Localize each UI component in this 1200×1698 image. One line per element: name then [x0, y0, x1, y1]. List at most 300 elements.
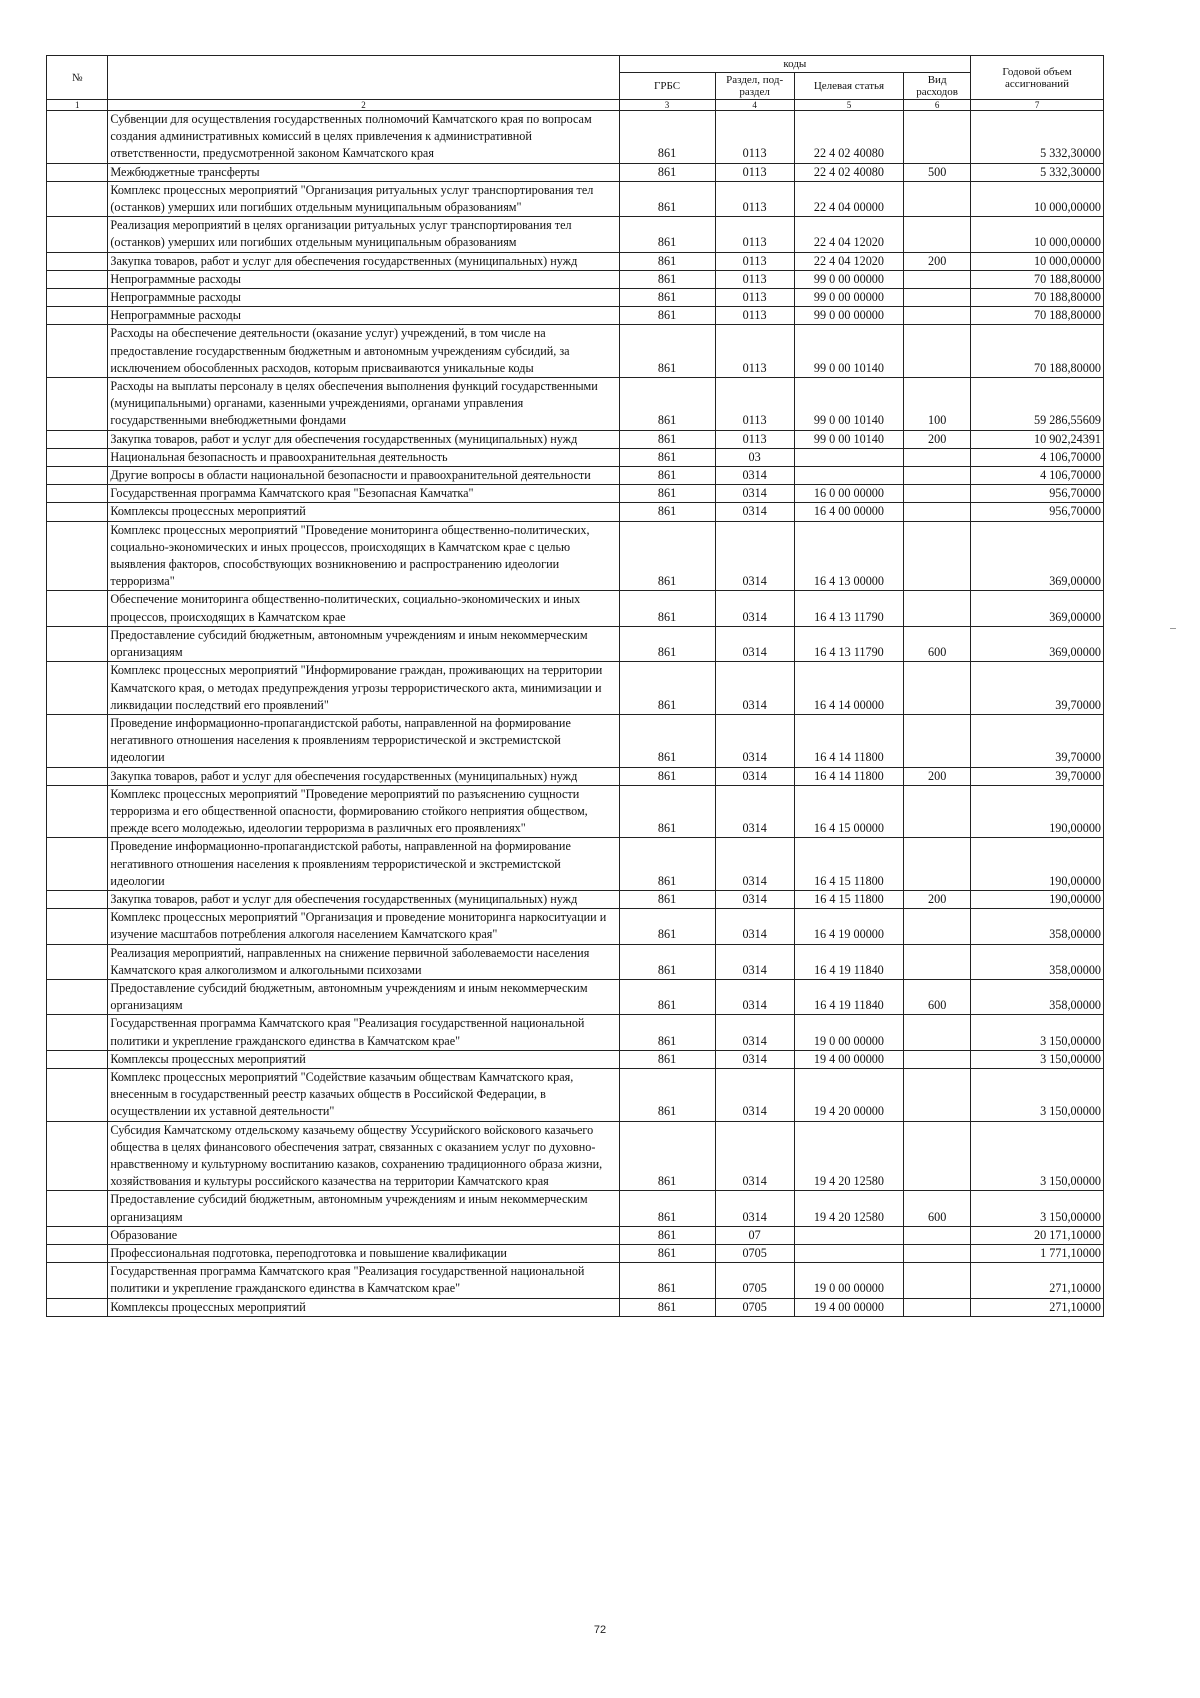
row-grbs: 861	[619, 430, 715, 448]
row-amount: 20 171,10000	[971, 1226, 1104, 1244]
table-body	[47, 111, 1104, 1317]
row-expense-type	[904, 289, 971, 307]
row-expense-type: 600	[904, 979, 971, 1014]
row-expense-type	[904, 325, 971, 378]
row-amount: 3 150,00000	[971, 1068, 1104, 1121]
row-name: Закупка товаров, работ и услуг для обеспечения государственных (муниципальных) нужд	[108, 767, 619, 785]
row-name: Комплекс процессных мероприятий "Организация ритуальных услуг транспортирования тел (останков) умерших или погибших отдельным муниципальным образованиям"	[108, 181, 619, 216]
row-target: 99 0 00 00000	[794, 307, 903, 325]
row-expense-type	[904, 217, 971, 252]
row-number	[47, 307, 108, 325]
row-section: 0113	[715, 378, 794, 431]
table-row	[47, 503, 1104, 521]
row-expense-type: 500	[904, 163, 971, 181]
row-name: Комплекс процессных мероприятий "Организация и проведение мониторинга наркоситуации и изучение масштабов потребления алкоголя населением Камчатского края"	[108, 909, 619, 944]
row-section: 0314	[715, 1015, 794, 1050]
table-row	[47, 714, 1104, 767]
row-amount: 70 188,80000	[971, 325, 1104, 378]
row-target: 99 0 00 10140	[794, 430, 903, 448]
row-amount: 3 150,00000	[971, 1050, 1104, 1068]
row-grbs: 861	[619, 163, 715, 181]
row-grbs: 861	[619, 909, 715, 944]
table-row	[47, 252, 1104, 270]
row-target: 22 4 04 12020	[794, 252, 903, 270]
row-section: 07	[715, 1226, 794, 1244]
row-section: 0314	[715, 767, 794, 785]
table-row	[47, 838, 1104, 891]
row-amount: 369,00000	[971, 521, 1104, 591]
row-name: Комплекс процессных мероприятий "Содействие казачьим обществам Камчатского края, внесенным в государственный реестр казачьих обществ в Российской Федерации, в осуществлении их уставной деятельности"	[108, 1068, 619, 1121]
row-amount: 956,70000	[971, 485, 1104, 503]
row-name: Национальная безопасность и правоохранительная деятельность	[108, 448, 619, 466]
row-name: Расходы на выплаты персоналу в целях обеспечения выполнения функций государственными (муниципальными) органами, казенными учреждениями, органами управления государственными внебюджетными фондами	[108, 378, 619, 431]
row-expense-type	[904, 467, 971, 485]
row-number	[47, 626, 108, 661]
row-amount: 271,10000	[971, 1263, 1104, 1298]
row-number	[47, 163, 108, 181]
row-amount: 190,00000	[971, 838, 1104, 891]
row-number	[47, 217, 108, 252]
scan-mark	[1170, 628, 1176, 629]
row-number	[47, 714, 108, 767]
table-row	[47, 890, 1104, 908]
row-amount: 3 150,00000	[971, 1191, 1104, 1226]
row-section: 0705	[715, 1263, 794, 1298]
row-target: 22 4 04 12020	[794, 217, 903, 252]
row-target	[794, 1226, 903, 1244]
row-number	[47, 111, 108, 164]
table-row	[47, 307, 1104, 325]
row-amount: 190,00000	[971, 890, 1104, 908]
row-grbs: 861	[619, 1226, 715, 1244]
row-section: 0113	[715, 181, 794, 216]
row-grbs: 861	[619, 1015, 715, 1050]
row-amount: 358,00000	[971, 979, 1104, 1014]
row-name: Проведение информационно-пропагандистской работы, направленной на формирование негативного отношения населения к проявлениям террористической и экстремистской идеологии	[108, 838, 619, 891]
table-row	[47, 767, 1104, 785]
row-name: Предоставление субсидий бюджетным, автономным учреждениям и иным некоммерческим организациям	[108, 1191, 619, 1226]
table-row	[47, 181, 1104, 216]
row-amount: 1 771,10000	[971, 1245, 1104, 1263]
table-row	[47, 1298, 1104, 1316]
row-amount: 70 188,80000	[971, 270, 1104, 288]
row-name: Комплекс процессных мероприятий "Проведение мониторинга общественно-политических, социально-экономических и иных процессов, происходящих в Камчатском крае с целью выявления факторов, способствующих возникновению и распространению идеологии терроризма"	[108, 521, 619, 591]
table-row	[47, 111, 1104, 164]
table-row	[47, 485, 1104, 503]
table-header	[47, 56, 1104, 111]
row-target: 22 4 02 40080	[794, 163, 903, 181]
row-target	[794, 467, 903, 485]
row-grbs: 861	[619, 111, 715, 164]
row-name: Реализация мероприятий, направленных на снижение первичной заболеваемости населения Камчатского края алкоголизмом и алкогольными психозами	[108, 944, 619, 979]
row-amount: 10 000,00000	[971, 252, 1104, 270]
row-expense-type	[904, 944, 971, 979]
row-grbs: 861	[619, 485, 715, 503]
row-amount: 271,10000	[971, 1298, 1104, 1316]
row-amount: 369,00000	[971, 626, 1104, 661]
row-number	[47, 767, 108, 785]
row-number	[47, 1263, 108, 1298]
row-amount: 358,00000	[971, 909, 1104, 944]
row-name: Закупка товаров, работ и услуг для обеспечения государственных (муниципальных) нужд	[108, 430, 619, 448]
row-grbs: 861	[619, 503, 715, 521]
row-number	[47, 838, 108, 891]
row-number	[47, 1191, 108, 1226]
row-target: 19 4 00 00000	[794, 1050, 903, 1068]
row-section: 0314	[715, 714, 794, 767]
table-row	[47, 1121, 1104, 1191]
row-expense-type	[904, 1121, 971, 1191]
row-expense-type	[904, 714, 971, 767]
table-row	[47, 1245, 1104, 1263]
row-name: Субсидия Камчатскому отдельскому казачьему обществу Уссурийского войскового казачьего общества в целях финансового обеспечения затрат, связанных с оказанием услуг по духовно-нравственному и культурному воспитанию казаков, сохранению традиционного образа жизни, хозяйствования и культуры российского казачества на территории Камчатского края	[108, 1121, 619, 1191]
row-target: 99 0 00 00000	[794, 270, 903, 288]
table-row	[47, 163, 1104, 181]
row-grbs: 861	[619, 662, 715, 715]
row-amount: 358,00000	[971, 944, 1104, 979]
row-target: 16 4 14 11800	[794, 714, 903, 767]
table-row	[47, 626, 1104, 661]
row-target: 19 4 20 00000	[794, 1068, 903, 1121]
table-row	[47, 270, 1104, 288]
row-amount: 70 188,80000	[971, 307, 1104, 325]
row-expense-type	[904, 785, 971, 838]
row-amount: 956,70000	[971, 503, 1104, 521]
table-row	[47, 378, 1104, 431]
row-grbs: 861	[619, 181, 715, 216]
row-expense-type	[904, 307, 971, 325]
row-name: Субвенции для осуществления государственных полномочий Камчатского края по вопросам создания административных комиссий в целях привлечения к административной ответственности, предусмотренной законом Камчатского края	[108, 111, 619, 164]
row-expense-type: 200	[904, 430, 971, 448]
table-row	[47, 944, 1104, 979]
row-section: 0113	[715, 307, 794, 325]
column-number: 7	[971, 100, 1104, 111]
row-number	[47, 662, 108, 715]
row-target: 16 4 14 00000	[794, 662, 903, 715]
row-number	[47, 325, 108, 378]
row-target: 16 4 19 11840	[794, 944, 903, 979]
header-codes: коды	[619, 56, 971, 73]
row-name: Комплексы процессных мероприятий	[108, 503, 619, 521]
table-row	[47, 979, 1104, 1014]
row-target: 99 0 00 00000	[794, 289, 903, 307]
row-amount: 4 106,70000	[971, 448, 1104, 466]
header-target: Целевая статья	[794, 73, 903, 100]
row-section: 0314	[715, 944, 794, 979]
row-section: 0705	[715, 1298, 794, 1316]
row-number	[47, 521, 108, 591]
row-amount: 39,70000	[971, 662, 1104, 715]
header-expense-type: Вид расходов	[904, 73, 971, 100]
row-name: Комплексы процессных мероприятий	[108, 1050, 619, 1068]
row-section: 0314	[715, 521, 794, 591]
column-number: 2	[108, 100, 619, 111]
row-target: 16 4 15 00000	[794, 785, 903, 838]
row-expense-type	[904, 448, 971, 466]
row-amount: 10 000,00000	[971, 181, 1104, 216]
row-number	[47, 503, 108, 521]
row-number	[47, 591, 108, 626]
row-expense-type: 600	[904, 1191, 971, 1226]
row-name: Непрограммные расходы	[108, 270, 619, 288]
row-grbs: 861	[619, 979, 715, 1014]
row-target: 16 4 15 11800	[794, 838, 903, 891]
table-row	[47, 591, 1104, 626]
row-name: Комплекс процессных мероприятий "Информирование граждан, проживающих на территории Камчатского края, о методах предупреждения угрозы террористического акта, минимизации и ликвидации последствий его проявлений"	[108, 662, 619, 715]
row-number	[47, 1015, 108, 1050]
row-expense-type	[904, 1226, 971, 1244]
row-target: 16 4 13 00000	[794, 521, 903, 591]
table-row	[47, 1068, 1104, 1121]
row-number	[47, 289, 108, 307]
row-name: Реализация мероприятий в целях организации ритуальных услуг транспортирования тел (останков) умерших или погибших отдельным муниципальным образованиям	[108, 217, 619, 252]
row-target: 16 4 14 11800	[794, 767, 903, 785]
row-number	[47, 1245, 108, 1263]
table-row	[47, 1226, 1104, 1244]
row-section: 0314	[715, 1050, 794, 1068]
row-number	[47, 485, 108, 503]
row-target: 16 4 13 11790	[794, 626, 903, 661]
row-amount: 5 332,30000	[971, 111, 1104, 164]
row-section: 0314	[715, 1191, 794, 1226]
table-row	[47, 662, 1104, 715]
row-expense-type	[904, 838, 971, 891]
row-number	[47, 430, 108, 448]
row-grbs: 861	[619, 714, 715, 767]
row-section: 0314	[715, 467, 794, 485]
column-number: 6	[904, 100, 971, 111]
row-expense-type: 200	[904, 252, 971, 270]
row-target: 19 4 20 12580	[794, 1121, 903, 1191]
row-grbs: 861	[619, 521, 715, 591]
row-expense-type	[904, 1068, 971, 1121]
row-number	[47, 378, 108, 431]
row-name: Предоставление субсидий бюджетным, автономным учреждениям и иным некоммерческим организациям	[108, 626, 619, 661]
row-section: 0113	[715, 252, 794, 270]
row-target: 19 0 00 00000	[794, 1263, 903, 1298]
row-target: 19 4 00 00000	[794, 1298, 903, 1316]
row-grbs: 861	[619, 767, 715, 785]
row-grbs: 861	[619, 1298, 715, 1316]
row-grbs: 861	[619, 448, 715, 466]
table-row	[47, 217, 1104, 252]
row-section: 0113	[715, 111, 794, 164]
row-name: Закупка товаров, работ и услуг для обеспечения государственных (муниципальных) нужд	[108, 890, 619, 908]
row-name: Государственная программа Камчатского края "Реализация государственной национальной политики и укрепление гражданского единства в Камчатском крае"	[108, 1263, 619, 1298]
row-section: 0314	[715, 890, 794, 908]
row-grbs: 861	[619, 289, 715, 307]
row-grbs: 861	[619, 591, 715, 626]
row-target: 99 0 00 10140	[794, 378, 903, 431]
row-expense-type	[904, 485, 971, 503]
row-grbs: 861	[619, 1068, 715, 1121]
row-grbs: 861	[619, 270, 715, 288]
row-name: Расходы на обеспечение деятельности (оказание услуг) учреждений, в том числе на предоставление государственным бюджетным и автономным учреждениям субсидий, за исключением обособленных расходов, которым присваиваются уникальные коды	[108, 325, 619, 378]
row-name: Комплексы процессных мероприятий	[108, 1298, 619, 1316]
row-expense-type	[904, 270, 971, 288]
row-amount: 369,00000	[971, 591, 1104, 626]
column-number: 5	[794, 100, 903, 111]
row-target	[794, 448, 903, 466]
table-row	[47, 1191, 1104, 1226]
row-number	[47, 1298, 108, 1316]
row-grbs: 861	[619, 838, 715, 891]
row-section: 0314	[715, 979, 794, 1014]
row-number	[47, 1121, 108, 1191]
row-grbs: 861	[619, 1050, 715, 1068]
row-expense-type	[904, 591, 971, 626]
row-number	[47, 1068, 108, 1121]
row-section: 0113	[715, 289, 794, 307]
row-grbs: 861	[619, 626, 715, 661]
row-grbs: 861	[619, 890, 715, 908]
row-expense-type: 200	[904, 890, 971, 908]
row-expense-type	[904, 181, 971, 216]
row-target: 16 0 00 00000	[794, 485, 903, 503]
row-number	[47, 1050, 108, 1068]
row-expense-type: 200	[904, 767, 971, 785]
row-name: Непрограммные расходы	[108, 307, 619, 325]
row-amount: 10 902,24391	[971, 430, 1104, 448]
row-amount: 59 286,55609	[971, 378, 1104, 431]
row-grbs: 861	[619, 1263, 715, 1298]
row-name: Межбюджетные трансферты	[108, 163, 619, 181]
row-section: 0113	[715, 325, 794, 378]
row-section: 0113	[715, 270, 794, 288]
row-number	[47, 467, 108, 485]
row-amount: 70 188,80000	[971, 289, 1104, 307]
row-grbs: 861	[619, 378, 715, 431]
table-row	[47, 909, 1104, 944]
row-section: 0314	[715, 662, 794, 715]
table-row	[47, 448, 1104, 466]
row-target: 16 4 13 11790	[794, 591, 903, 626]
row-section: 0113	[715, 163, 794, 181]
row-amount: 190,00000	[971, 785, 1104, 838]
row-grbs: 861	[619, 1191, 715, 1226]
row-grbs: 861	[619, 307, 715, 325]
row-amount: 3 150,00000	[971, 1015, 1104, 1050]
row-number	[47, 270, 108, 288]
row-amount: 4 106,70000	[971, 467, 1104, 485]
row-section: 0314	[715, 591, 794, 626]
row-grbs: 861	[619, 252, 715, 270]
row-name: Непрограммные расходы	[108, 289, 619, 307]
row-expense-type	[904, 662, 971, 715]
table-row	[47, 785, 1104, 838]
row-number	[47, 785, 108, 838]
row-name: Государственная программа Камчатского края "Реализация государственной национальной политики и укрепление гражданского единства в Камчатском крае"	[108, 1015, 619, 1050]
row-expense-type	[904, 111, 971, 164]
row-name: Обеспечение мониторинга общественно-политических, социально-экономических и иных процессов, происходящих в Камчатском крае	[108, 591, 619, 626]
table-row	[47, 289, 1104, 307]
row-target: 22 4 04 00000	[794, 181, 903, 216]
row-expense-type: 100	[904, 378, 971, 431]
row-expense-type	[904, 1298, 971, 1316]
header-section: Раздел, под-раздел	[715, 73, 794, 100]
row-grbs: 861	[619, 217, 715, 252]
row-number	[47, 252, 108, 270]
column-number: 3	[619, 100, 715, 111]
table-row	[47, 521, 1104, 591]
budget-table	[46, 55, 1104, 1317]
row-expense-type	[904, 909, 971, 944]
row-target	[794, 1245, 903, 1263]
row-expense-type	[904, 503, 971, 521]
row-name: Предоставление субсидий бюджетным, автономным учреждениям и иным некоммерческим организациям	[108, 979, 619, 1014]
row-grbs: 861	[619, 785, 715, 838]
row-target: 16 4 19 11840	[794, 979, 903, 1014]
row-number	[47, 909, 108, 944]
row-number	[47, 944, 108, 979]
row-target: 19 4 20 12580	[794, 1191, 903, 1226]
row-expense-type: 600	[904, 626, 971, 661]
row-name: Комплекс процессных мероприятий "Проведение мероприятий по разъяснению сущности терроризма и его общественной опасности, формированию стойкого неприятия обществом, прежде всего молодежью, идеологии терроризма в различных его проявлениях"	[108, 785, 619, 838]
table-row	[47, 1015, 1104, 1050]
row-target: 16 4 00 00000	[794, 503, 903, 521]
header-grbs: ГРБС	[619, 73, 715, 100]
row-expense-type	[904, 521, 971, 591]
row-section: 0314	[715, 503, 794, 521]
row-amount: 5 332,30000	[971, 163, 1104, 181]
row-grbs: 861	[619, 944, 715, 979]
row-grbs: 861	[619, 1245, 715, 1263]
row-section: 0314	[715, 838, 794, 891]
budget-sheet	[46, 55, 1104, 1317]
row-amount: 3 150,00000	[971, 1121, 1104, 1191]
table-row	[47, 325, 1104, 378]
column-numbers-row	[47, 100, 1104, 111]
row-section: 0314	[715, 485, 794, 503]
row-section: 0314	[715, 1068, 794, 1121]
row-target: 19 0 00 00000	[794, 1015, 903, 1050]
row-expense-type	[904, 1015, 971, 1050]
row-name: Государственная программа Камчатского края "Безопасная Камчатка"	[108, 485, 619, 503]
row-number	[47, 1226, 108, 1244]
header-name	[108, 56, 619, 100]
table-row	[47, 430, 1104, 448]
row-number	[47, 448, 108, 466]
row-name: Закупка товаров, работ и услуг для обеспечения государственных (муниципальных) нужд	[108, 252, 619, 270]
row-amount: 39,70000	[971, 767, 1104, 785]
table-row	[47, 1263, 1104, 1298]
row-section: 0113	[715, 217, 794, 252]
row-name: Проведение информационно-пропагандистской работы, направленной на формирование негативного отношения населения к проявлениям террористической и экстремистской идеологии	[108, 714, 619, 767]
row-target: 22 4 02 40080	[794, 111, 903, 164]
row-section: 0314	[715, 785, 794, 838]
row-number	[47, 181, 108, 216]
table-row	[47, 467, 1104, 485]
row-number	[47, 979, 108, 1014]
row-target: 16 4 19 00000	[794, 909, 903, 944]
row-expense-type	[904, 1263, 971, 1298]
row-amount: 39,70000	[971, 714, 1104, 767]
row-section: 0113	[715, 430, 794, 448]
table-row	[47, 1050, 1104, 1068]
page-number: 72	[593, 1624, 607, 1636]
header-no: №	[47, 56, 108, 100]
row-section: 0314	[715, 909, 794, 944]
column-number: 1	[47, 100, 108, 111]
column-number: 4	[715, 100, 794, 111]
row-section: 0314	[715, 1121, 794, 1191]
row-number	[47, 890, 108, 908]
row-expense-type	[904, 1245, 971, 1263]
row-grbs: 861	[619, 467, 715, 485]
row-section: 0314	[715, 626, 794, 661]
row-target: 99 0 00 10140	[794, 325, 903, 378]
row-amount: 10 000,00000	[971, 217, 1104, 252]
